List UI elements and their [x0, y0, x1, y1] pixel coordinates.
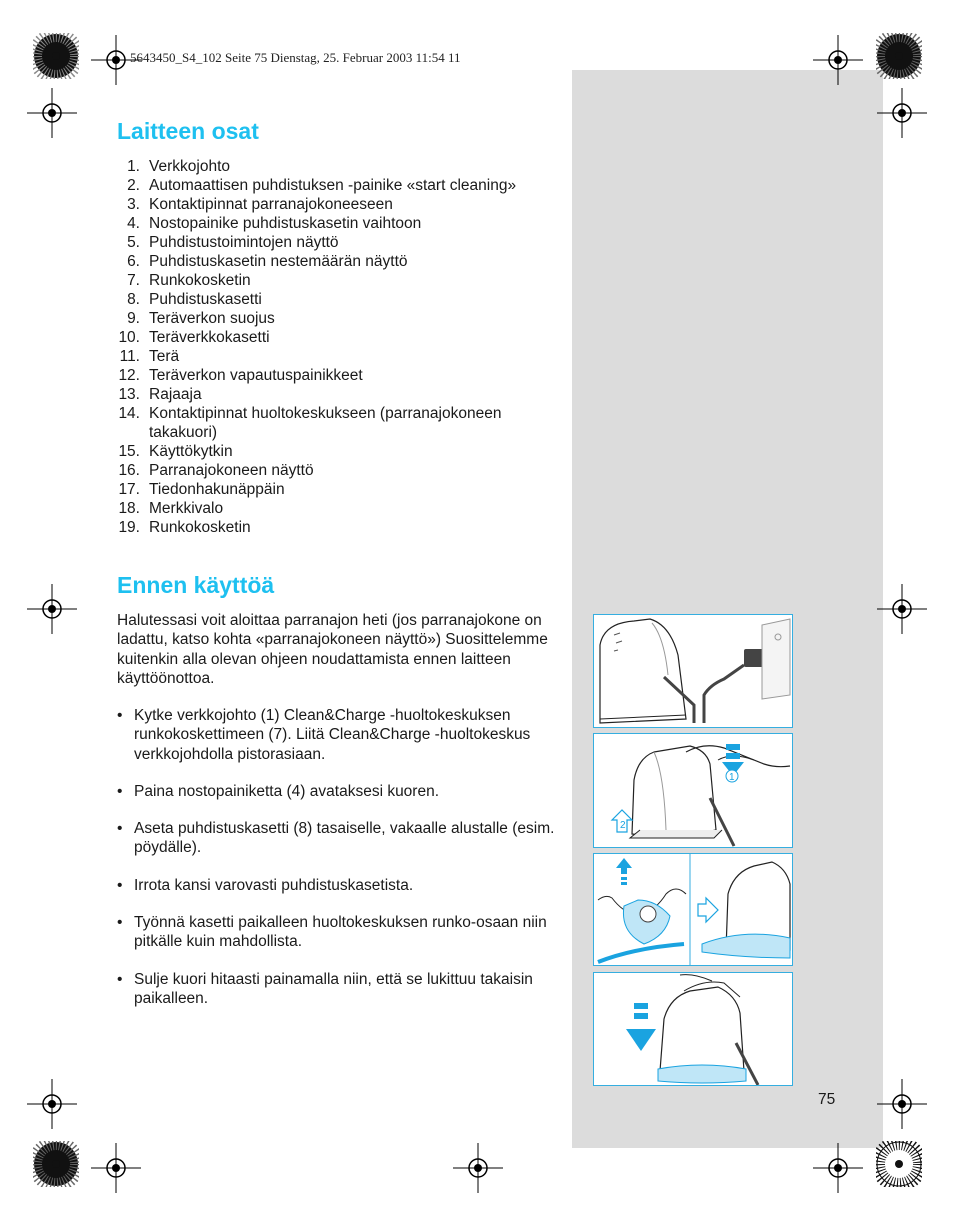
list-item: [116, 233, 556, 252]
illustration-insert-cartridge: [593, 853, 793, 966]
instruction-text: Sulje kuori hitaasti painamalla niin, että se lukittuu takaisin paikalleen.: [134, 970, 533, 1007]
list-item-text: Kontaktipinnat parranajokoneeseen: [149, 196, 393, 213]
list-item: [116, 461, 556, 480]
list-item-number: 1.: [127, 158, 140, 175]
list-item-number: 17.: [118, 481, 140, 498]
starburst-mark-top-left: [33, 33, 79, 79]
list-item: [116, 176, 556, 195]
list-item: [116, 195, 556, 214]
illustration-open-lid: [593, 733, 793, 848]
list-item: [116, 157, 556, 176]
section-title-before-use: Ennen käyttöä: [117, 572, 275, 598]
list-item-number: 19.: [118, 519, 140, 536]
instructions-list: [117, 706, 557, 1026]
section-title-parts: Laitteen osat: [117, 118, 259, 144]
list-item: [116, 366, 556, 385]
registration-mark-right-middle: [877, 584, 927, 634]
list-item: [116, 404, 556, 442]
starburst-mark-bottom-right: [876, 1141, 922, 1187]
registration-mark-bottom-right: [813, 1143, 863, 1193]
starburst-mark-top-right: [876, 33, 922, 79]
list-item-number: 5.: [127, 234, 140, 251]
list-item-text: Terä: [149, 348, 180, 365]
list-item: [116, 385, 556, 404]
print-header: 5643450_S4_102 Seite 75 Dienstag, 25. Februar 2003 11:54 11: [130, 50, 461, 65]
bullet-icon: •: [117, 970, 123, 988]
list-item: [116, 499, 556, 518]
bullet-icon: •: [117, 782, 123, 800]
list-item-text: Rajaaja: [149, 386, 202, 403]
bullet-icon: •: [117, 876, 123, 894]
list-item-text: Merkkivalo: [149, 500, 224, 517]
list-item-text: Puhdistustoimintojen näyttö: [149, 234, 339, 251]
callout-1: 1: [729, 772, 735, 783]
registration-mark-top-right: [813, 35, 863, 85]
list-item-number: 7.: [127, 272, 140, 289]
illustration-close-lid: [593, 972, 793, 1086]
list-item-number: 12.: [118, 367, 140, 384]
bullet-icon: •: [117, 914, 123, 932]
list-item: [116, 214, 556, 233]
instruction-item: [117, 782, 557, 801]
list-item-number: 14.: [118, 405, 140, 422]
registration-mark-left-lower: [27, 1079, 77, 1129]
instruction-text: Aseta puhdistuskasetti (8) tasaiselle, vakaalle alustalle (esim. pöydälle).: [134, 820, 555, 857]
instruction-item: [117, 819, 557, 858]
list-item-number: 6.: [127, 253, 140, 270]
registration-mark-bottom-center: [453, 1143, 503, 1193]
registration-mark-left-upper: [27, 88, 77, 138]
list-item-text: Teräverkon vapautuspainikkeet: [149, 367, 363, 384]
list-item: [116, 309, 556, 328]
list-item-number: 3.: [127, 196, 140, 213]
list-item-text: Nostopainike puhdistuskasetin vaihtoon: [149, 215, 422, 232]
list-item-text: Kontaktipinnat huoltokeskukseen (parranajokoneen takakuori): [149, 405, 502, 441]
bullet-icon: •: [117, 820, 123, 838]
registration-mark-top-left: [91, 35, 141, 85]
illustration-connect-cord: [593, 614, 793, 728]
instruction-text: Kytke verkkojohto (1) Clean&Charge -huoltokeskuksen runkokoskettimeen (7). Liitä Clean&Charge -huoltokeskus verkkojohdolla pistorasiaan.: [134, 707, 531, 763]
list-item: [116, 328, 556, 347]
instruction-item: [117, 876, 557, 895]
instruction-text: Paina nostopainiketta (4) avataksesi kuoren.: [134, 782, 440, 800]
instruction-item: [117, 706, 557, 764]
list-item-text: Runkokosketin: [149, 272, 251, 289]
list-item: [116, 518, 556, 537]
list-item-number: 8.: [127, 291, 140, 308]
intro-paragraph: Halutessasi voit aloittaa parranajon heti (jos parranajokone on ladattu, katso kohta «parranajokoneen näyttö») Suosittelemme kuitenkin alla olevan ohjeen noudattamista ennen laitteen käyttöönottoa.: [117, 612, 548, 687]
list-item: [116, 252, 556, 271]
list-item: [116, 442, 556, 461]
list-item-number: 11.: [119, 348, 140, 365]
list-item-text: Tiedonhakunäppäin: [149, 481, 285, 498]
list-item: [116, 271, 556, 290]
starburst-mark-bottom-left: [33, 1141, 79, 1187]
registration-mark-right-upper: [877, 88, 927, 138]
list-item-text: Runkokosketin: [149, 519, 251, 536]
callout-2: 2: [620, 820, 626, 831]
list-item-number: 2.: [127, 177, 140, 194]
list-item-text: Teräverkon suojus: [149, 310, 275, 327]
list-item-text: Puhdistuskasetti: [149, 291, 262, 308]
page-number: 75: [818, 1091, 836, 1108]
instruction-item: [117, 970, 557, 1009]
instruction-item: [117, 913, 557, 952]
registration-mark-left-middle: [27, 584, 77, 634]
list-item: [116, 347, 556, 366]
bullet-icon: •: [117, 707, 123, 724]
instruction-text: Irrota kansi varovasti puhdistuskasetista.: [134, 876, 414, 894]
list-item-text: Teräverkkokasetti: [149, 329, 270, 346]
list-item-number: 10.: [118, 329, 140, 346]
list-item-number: 16.: [118, 462, 140, 479]
list-item-number: 13.: [118, 386, 140, 403]
list-item-number: 4.: [127, 215, 140, 232]
registration-mark-right-lower: [877, 1079, 927, 1129]
list-item-text: Automaattisen puhdistuksen -painike «start cleaning»: [149, 177, 517, 194]
parts-list: [116, 157, 556, 537]
list-item-number: 18.: [118, 500, 140, 517]
list-item: [116, 290, 556, 309]
registration-mark-bottom-left: [91, 1143, 141, 1193]
list-item-number: 15.: [118, 443, 140, 460]
instruction-text: Työnnä kasetti paikalleen huoltokeskuksen runko-osaan niin pitkälle kuin mahdollista.: [134, 914, 547, 951]
list-item: [116, 480, 556, 499]
list-item-text: Puhdistuskasetin nestemäärän näyttö: [149, 253, 408, 270]
list-item-text: Verkkojohto: [149, 158, 230, 175]
list-item-number: 9.: [127, 310, 140, 327]
list-item-text: Käyttökytkin: [149, 443, 233, 460]
list-item-text: Parranajokoneen näyttö: [149, 462, 314, 479]
